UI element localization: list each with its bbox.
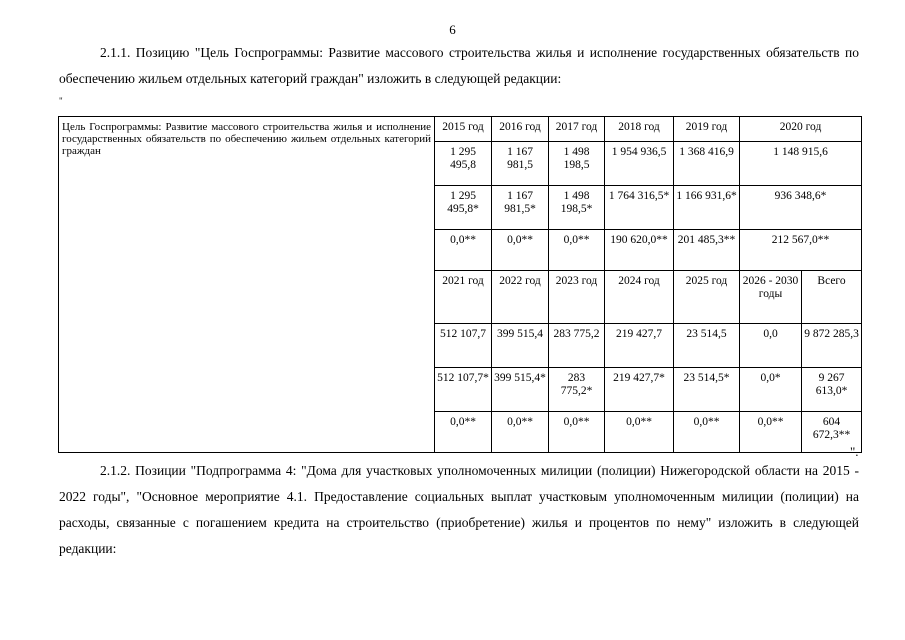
year-header: 2024 год bbox=[605, 271, 674, 324]
table-cell: 0,0** bbox=[435, 412, 492, 453]
table-cell: 0,0** bbox=[674, 412, 740, 453]
year-header: 2015 год bbox=[435, 117, 492, 142]
table-cell: 0,0** bbox=[605, 412, 674, 453]
paragraph-2-1-1 bbox=[59, 40, 859, 92]
table-cell: 604 672,3** bbox=[802, 412, 862, 453]
page-number: 6 bbox=[449, 22, 456, 37]
table-cell: 0,0* bbox=[740, 368, 802, 412]
table-row bbox=[59, 117, 862, 142]
table-cell: 9 267 613,0* bbox=[802, 368, 862, 412]
table-cell: 399 515,4* bbox=[492, 368, 549, 412]
table-cell: 1 167 981,5* bbox=[492, 186, 549, 230]
table-cell: 1 498 198,5 bbox=[549, 142, 605, 186]
table-cell: 1 498 198,5* bbox=[549, 186, 605, 230]
table-cell: 512 107,7 bbox=[435, 324, 492, 368]
table-cell: 219 427,7 bbox=[605, 324, 674, 368]
table-cell: 1 368 416,9 bbox=[674, 142, 740, 186]
table-cell: 190 620,0** bbox=[605, 230, 674, 271]
table-cell: 0,0 bbox=[740, 324, 802, 368]
table-cell: 0,0** bbox=[740, 412, 802, 453]
year-header: 2019 год bbox=[674, 117, 740, 142]
paragraph-2-1-1-text: 2.1.1. Позицию "Цель Госпрограммы: Развитие массового строительства жилья и исполнение государственных обязательств по обеспечению жильем отдельных категорий граждан" изложить в следующей редакции: bbox=[59, 45, 859, 86]
opening-quote: " bbox=[59, 96, 63, 106]
table-cell: 0,0** bbox=[492, 412, 549, 453]
table-cell: 283 775,2* bbox=[549, 368, 605, 412]
table-cell: 9 872 285,3 bbox=[802, 324, 862, 368]
year-header: 2020 год bbox=[740, 117, 862, 142]
total-header: Всего bbox=[802, 271, 862, 324]
table-cell: 0,0** bbox=[492, 230, 549, 271]
table-cell: 936 348,6* bbox=[740, 186, 862, 230]
paragraph-2-1-2 bbox=[59, 458, 859, 562]
closing-quote: ". bbox=[850, 444, 859, 459]
table-cell: 212 567,0** bbox=[740, 230, 862, 271]
table-cell: 0,0** bbox=[549, 412, 605, 453]
table-cell: 23 514,5* bbox=[674, 368, 740, 412]
table-cell: 512 107,7* bbox=[435, 368, 492, 412]
table-cell: 399 515,4 bbox=[492, 324, 549, 368]
year-header: 2023 год bbox=[549, 271, 605, 324]
table-cell: 0,0** bbox=[435, 230, 492, 271]
table-cell: 1 167 981,5 bbox=[492, 142, 549, 186]
year-header: 2026 - 2030 годы bbox=[740, 271, 802, 324]
table-cell: 23 514,5 bbox=[674, 324, 740, 368]
table-cell: 1 954 936,5 bbox=[605, 142, 674, 186]
table-cell: 283 775,2 bbox=[549, 324, 605, 368]
table-cell: 0,0** bbox=[549, 230, 605, 271]
table-cell: 1 295 495,8 bbox=[435, 142, 492, 186]
year-header: 2025 год bbox=[674, 271, 740, 324]
goal-funding-table bbox=[58, 116, 862, 453]
year-header: 2022 год bbox=[492, 271, 549, 324]
table-cell: 1 295 495,8* bbox=[435, 186, 492, 230]
table-cell: 1 764 316,5* bbox=[605, 186, 674, 230]
table-cell: 1 148 915,6 bbox=[740, 142, 862, 186]
table-cell: 219 427,7* bbox=[605, 368, 674, 412]
year-header: 2016 год bbox=[492, 117, 549, 142]
year-header: 2018 год bbox=[605, 117, 674, 142]
goal-cell: Цель Госпрограммы: Развитие массового строительства жилья и исполнение государственных обязательств по обеспечению жильем отдельных категорий граждан bbox=[59, 117, 435, 453]
paragraph-2-1-2-text: 2.1.2. Позиции "Подпрограмма 4: "Дома для участковых уполномоченных милиции (полиции) Нижегородской области на 2015 - 2022 годы", "Основное мероприятие 4.1. Предоставление социальных выплат участковым уполномоченным милиции (полиции) на расходы, связанные с погашением кредита на строительство (приобретение) жилья и процентов по нему" изложить в следующей редакции: bbox=[59, 463, 859, 556]
table-cell: 201 485,3** bbox=[674, 230, 740, 271]
year-header: 2021 год bbox=[435, 271, 492, 324]
year-header: 2017 год bbox=[549, 117, 605, 142]
table-cell: 1 166 931,6* bbox=[674, 186, 740, 230]
